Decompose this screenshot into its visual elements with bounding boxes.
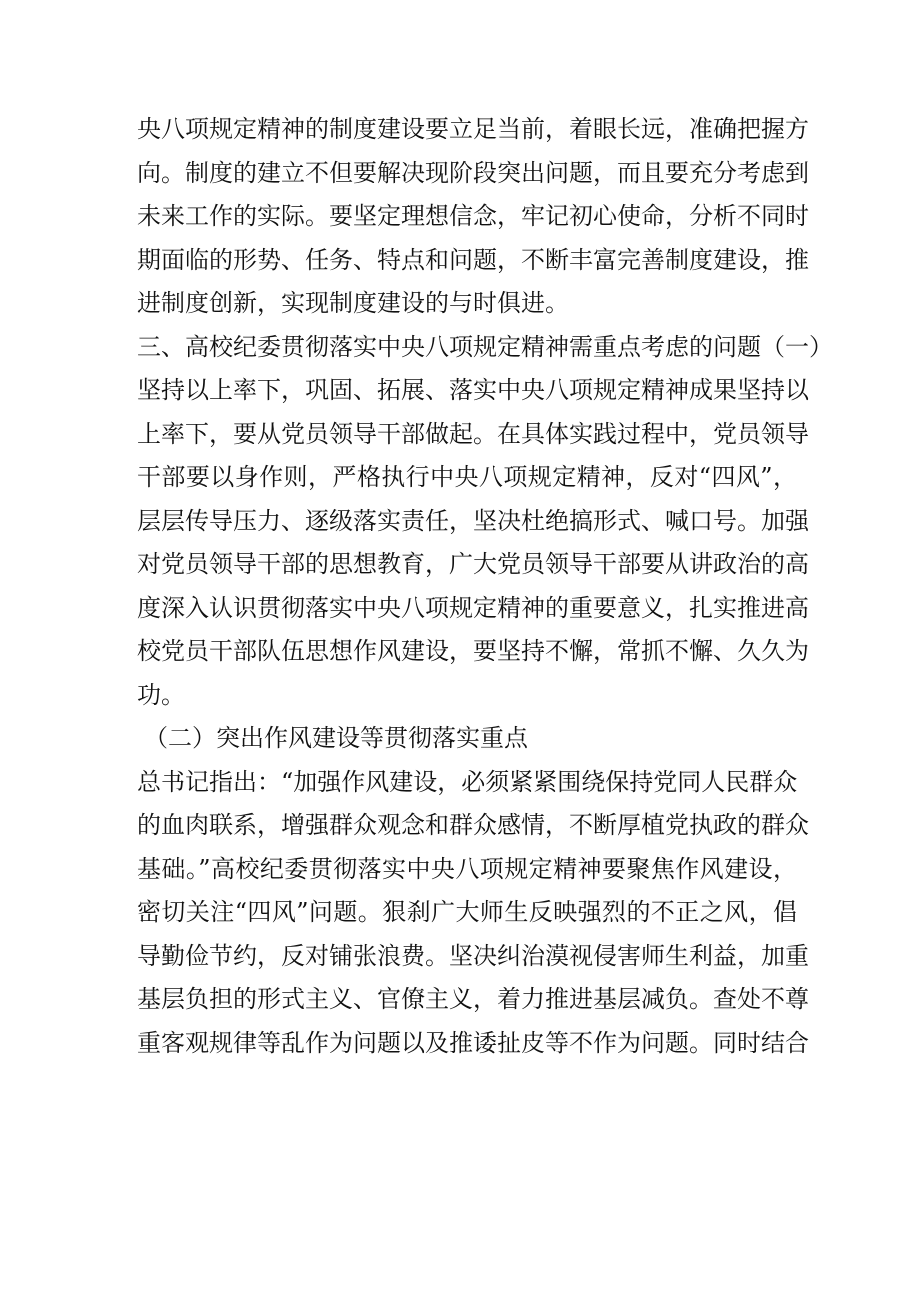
section-heading-line: 三、高校纪委贯彻落实中央八项规定精神需重点考虑的问题（一） xyxy=(137,332,833,361)
text-line: 基层负担的形式主义、官僚主义，着力推进基层减负。查处不尊 xyxy=(137,985,809,1013)
body-text xyxy=(137,108,833,1065)
text-line: 上率下，要从党员领导干部做起。在具体实践过程中，党员领导 xyxy=(137,419,809,448)
text-line: 层层传导压力、逐级落实责任，坚决杜绝搞形式、喊口号。加强 xyxy=(137,506,809,535)
text-line: 功。 xyxy=(137,680,185,709)
text-line: 干部要以身作则，严格执行中央八项规定精神，反对“四风”， xyxy=(137,463,797,491)
text-line: 校党员干部队伍思想作风建设，要坚持不懈，常抓不懈、久久为 xyxy=(137,637,809,665)
text-line: 向。制度的建立不但要解决现阶段突出问题，而且要充分考虑到 xyxy=(137,158,809,187)
text-line: 进制度创新，实现制度建设的与时俱进。 xyxy=(137,289,569,317)
text-line: 未来工作的实际。要坚定理想信念，牢记初心使命，分析不同时 xyxy=(137,202,809,230)
text-line: 总书记指出：“加强作风建设，必须紧紧围绕保持党同人民群众 xyxy=(137,767,798,796)
text-line: 度深入认识贯彻落实中央八项规定精神的重要意义，扎实推进高 xyxy=(137,593,809,622)
text-line: 期面临的形势、任务、特点和问题，不断丰富完善制度建设，推 xyxy=(137,245,809,274)
text-line: 密切关注“四风”问题。狠刹广大师生反映强烈的不正之风，倡 xyxy=(137,898,797,926)
text-line: 基础。”高校纪委贯彻落实中央八项规定精神要聚焦作风建设， xyxy=(137,854,797,883)
text-line: 坚持以上率下，巩固、拓展、落实中央八项规定精神成果坚持以 xyxy=(137,376,809,404)
text-line: 导勤俭节约，反对铺张浪费。坚决纠治漠视侵害师生利益，加重 xyxy=(137,941,809,970)
text-line: 的血肉联系，增强群众观念和群众感情，不断厚植党执政的群众 xyxy=(137,811,809,839)
text-line: 重客观规律等乱作为问题以及推诿扯皮等不作为问题。同时结合 xyxy=(137,1028,809,1057)
text-line: 对党员领导干部的思想教育，广大党员领导干部要从讲政治的高 xyxy=(137,550,809,578)
subsection-heading: （二）突出作风建设等贯彻落实重点 xyxy=(144,724,528,752)
text-line: 央八项规定精神的制度建设要立足当前，着眼长远，准确把握方 xyxy=(137,115,809,143)
